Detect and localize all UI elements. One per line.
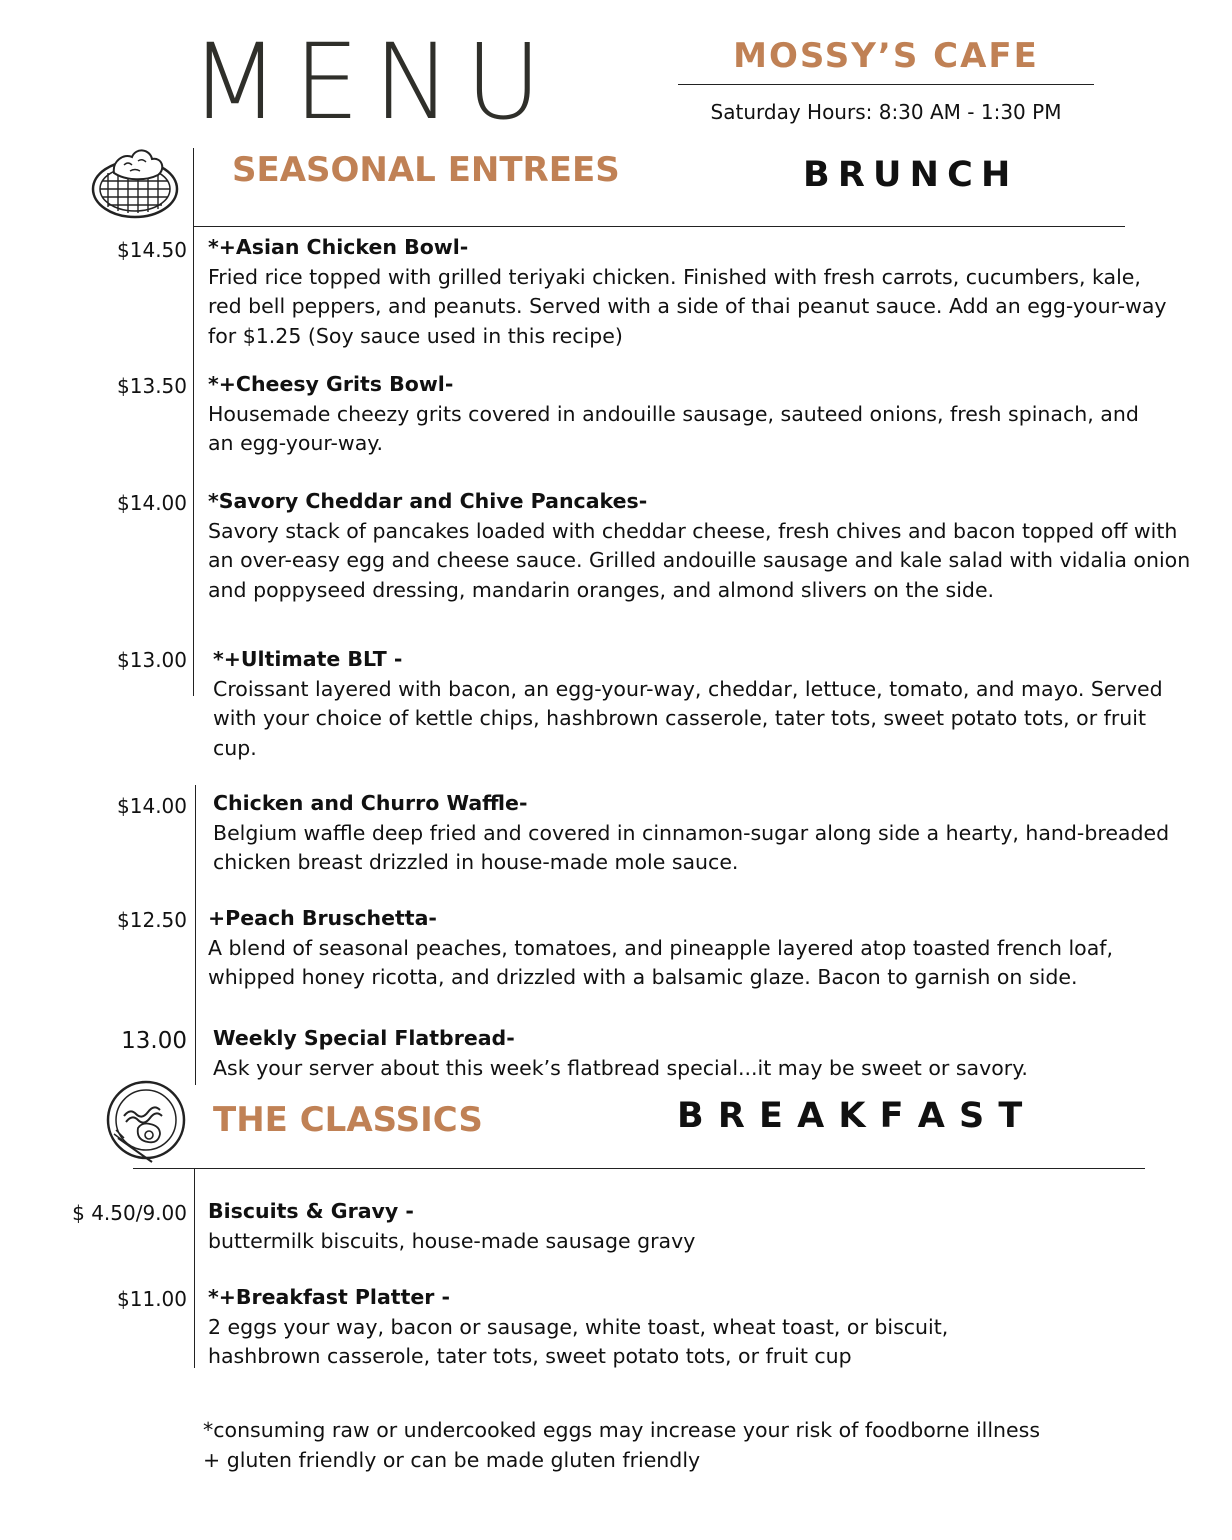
item-description: Ask your server about this week’s flatbread special...it may be sweet or savory.	[213, 1055, 1028, 1080]
gluten-friendly-note: + gluten friendly or can be made gluten friendly	[203, 1447, 701, 1472]
item-price: $14.00	[117, 491, 187, 515]
menu-item-asian-chicken-bowl	[208, 233, 1168, 351]
item-price: 13.00	[121, 1028, 187, 1054]
item-description: Belgium waffle deep fried and covered in cinnamon-sugar along side a hearty, hand-breaded chicken breast drizzled in house-made mole sauce.	[213, 820, 1170, 874]
item-name: *+Ultimate BLT -	[213, 647, 403, 671]
item-price: $13.00	[117, 648, 187, 672]
item-name: Chicken and Churro Waffle-	[213, 791, 528, 815]
raw-egg-warning: *consuming raw or undercooked eggs may increase your risk of foodborne illness	[203, 1418, 1041, 1442]
breakfast-label: B R E A K F A S T	[677, 1096, 1024, 1136]
saturday-hours: Saturday Hours: 8:30 AM - 1:30 PM	[710, 100, 1062, 124]
item-description: A blend of seasonal peaches, tomatoes, and pineapple layered atop toasted french loaf, whipped honey ricotta, and drizzled with a balsamic glaze. Bacon to garnish on side.	[208, 935, 1114, 989]
item-description: Croissant layered with bacon, an egg-your-way, cheddar, lettuce, tomato, and mayo. Served with your choice of kettle chips, hashbrown casserole, tater tots, sweet potato tots, or fruit cup.	[213, 676, 1163, 760]
breakfast-header-rule	[133, 1168, 1145, 1169]
item-price: $13.50	[117, 374, 187, 398]
menu-item-peach-bruschetta	[208, 904, 1198, 993]
menu-item-ultimate-blt	[213, 645, 1173, 763]
item-description: 2 eggs your way, bacon or sausage, white toast, wheat toast, or biscuit, hashbrown casserole, tater tots, sweet potato tots, or fruit cup	[208, 1314, 949, 1368]
item-name: *+Cheesy Grits Bowl-	[208, 372, 454, 396]
footer-notes	[203, 1416, 1040, 1475]
menu-title: MENU	[190, 21, 556, 143]
brunch-price-divider	[193, 226, 194, 696]
item-name: *Savory Cheddar and Chive Pancakes-	[208, 489, 648, 513]
menu-item-chicken-churro-waffle	[213, 789, 1173, 878]
item-price: $14.50	[117, 238, 187, 262]
brunch-header-vertical-divider	[193, 148, 194, 228]
waffle-icon	[90, 143, 180, 223]
item-name: *+Breakfast Platter -	[208, 1285, 451, 1309]
item-name: *+Asian Chicken Bowl-	[208, 235, 469, 259]
item-description: Savory stack of pancakes loaded with cheddar cheese, fresh chives and bacon topped off with an over-easy egg and cheese sauce. Grilled andouille sausage and kale salad with vidalia onion and poppyseed dressing, mandarin oranges, and almond slivers on the side.	[208, 518, 1191, 602]
item-name: Weekly Special Flatbread-	[213, 1026, 515, 1050]
item-name: Biscuits & Gravy -	[208, 1199, 414, 1223]
seasonal-entrees-heading: SEASONAL ENTREES	[232, 150, 620, 190]
menu-item-biscuits-gravy	[208, 1197, 1168, 1256]
item-description: Housemade cheezy grits covered in andouille sausage, sauteed onions, fresh spinach, and an egg-your-way.	[208, 401, 1139, 455]
menu-item-cheesy-grits-bowl	[208, 370, 1168, 459]
menu-item-breakfast-platter	[208, 1283, 1008, 1372]
breakfast-plate-icon	[104, 1080, 186, 1168]
the-classics-heading: THE CLASSICS	[213, 1100, 483, 1140]
item-price: $11.00	[117, 1287, 187, 1311]
breakfast-price-divider	[194, 1168, 195, 1368]
brunch-label: B R U N C H	[803, 155, 1009, 195]
item-description: buttermilk biscuits, house-made sausage gravy	[208, 1228, 696, 1253]
menu-item-weekly-special-flatbread	[213, 1024, 1173, 1083]
brunch-price-divider-lower	[195, 785, 196, 1085]
item-description: Fried rice topped with grilled teriyaki chicken. Finished with fresh carrots, cucumbers, kale, red bell peppers, and peanuts. Served with a side of thai peanut sauce. Add an egg-your-way for $1.25 (Soy sauce used in this recipe)	[208, 264, 1167, 348]
item-name: +Peach Bruschetta-	[208, 906, 437, 930]
item-price: $14.00	[117, 794, 187, 818]
brunch-header-rule	[193, 226, 1125, 227]
menu-item-savory-cheddar-chive-pancakes	[208, 487, 1198, 605]
cafe-name: MOSSY’S CAFE	[733, 36, 1039, 76]
item-price: $ 4.50/9.00	[72, 1201, 187, 1225]
cafe-name-divider	[678, 84, 1094, 85]
item-price: $12.50	[117, 908, 187, 932]
